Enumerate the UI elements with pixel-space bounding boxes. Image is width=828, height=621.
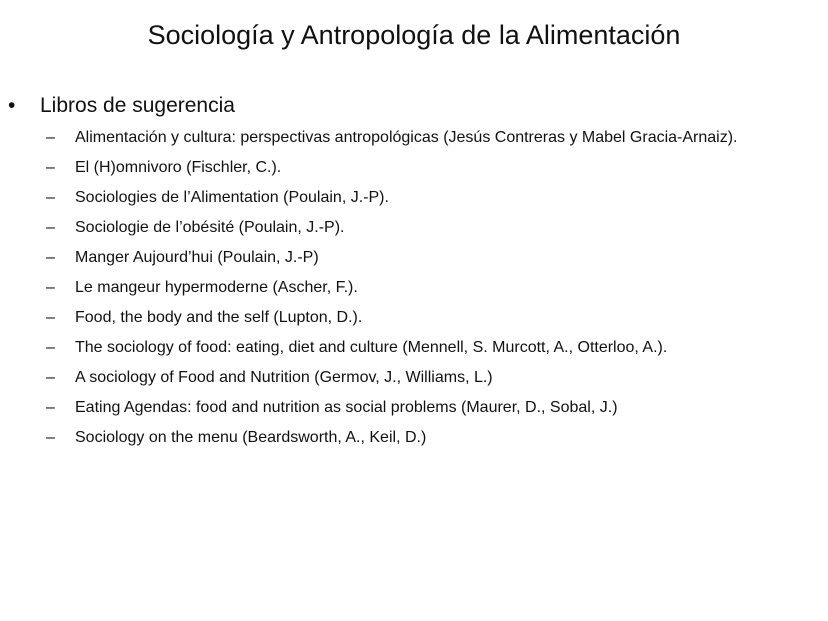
dash-marker: – — [46, 279, 55, 296]
book-item — [46, 126, 816, 150]
dash-marker: – — [46, 159, 55, 176]
book-item — [46, 186, 816, 210]
dash-marker: – — [46, 399, 55, 416]
dash-marker: – — [46, 189, 55, 206]
book-title: Sociologies de l’Alimentation (Poulain, J.-P). — [75, 189, 389, 206]
book-title: El (H)omnivoro (Fischler, C.). — [75, 159, 282, 176]
book-title: Sociology on the menu (Beardsworth, A., Keil, D.) — [75, 429, 427, 446]
book-item — [46, 246, 816, 270]
book-item — [46, 366, 816, 390]
book-item — [46, 306, 816, 330]
book-title: Eating Agendas: food and nutrition as social problems (Maurer, D., Sobal, J.) — [75, 399, 618, 416]
book-item — [46, 426, 816, 450]
bullet-label: Libros de sugerencia — [40, 94, 235, 117]
book-title: Sociologie de l’obésité (Poulain, J.-P). — [75, 219, 345, 236]
book-item — [46, 396, 816, 420]
book-title: Food, the body and the self (Lupton, D.). — [75, 309, 363, 326]
dash-marker: – — [46, 249, 55, 266]
book-title: Manger Aujourd’hui (Poulain, J.-P) — [75, 249, 319, 266]
book-title: A sociology of Food and Nutrition (Germov, J., Williams, L.) — [75, 369, 493, 386]
book-title: The sociology of food: eating, diet and culture (Mennell, S. Murcott, A., Otterloo, A.). — [75, 339, 668, 356]
book-item — [46, 336, 816, 360]
book-title: Le mangeur hypermoderne (Ascher, F.). — [75, 279, 358, 296]
bullet-dot: • — [8, 94, 16, 117]
book-item — [46, 276, 816, 300]
slide-title: Sociología y Antropología de la Alimentación — [147, 20, 681, 50]
book-item — [46, 156, 816, 180]
dash-marker: – — [46, 339, 55, 356]
dash-marker: – — [46, 309, 55, 326]
dash-marker: – — [46, 369, 55, 386]
dash-marker: – — [46, 219, 55, 236]
book-item — [46, 216, 816, 240]
dash-marker: – — [46, 129, 55, 146]
book-list — [46, 126, 816, 456]
dash-marker: – — [46, 429, 55, 446]
book-title: Alimentación y cultura: perspectivas antropológicas (Jesús Contreras y Mabel Gracia-Arnaiz). — [75, 129, 738, 146]
